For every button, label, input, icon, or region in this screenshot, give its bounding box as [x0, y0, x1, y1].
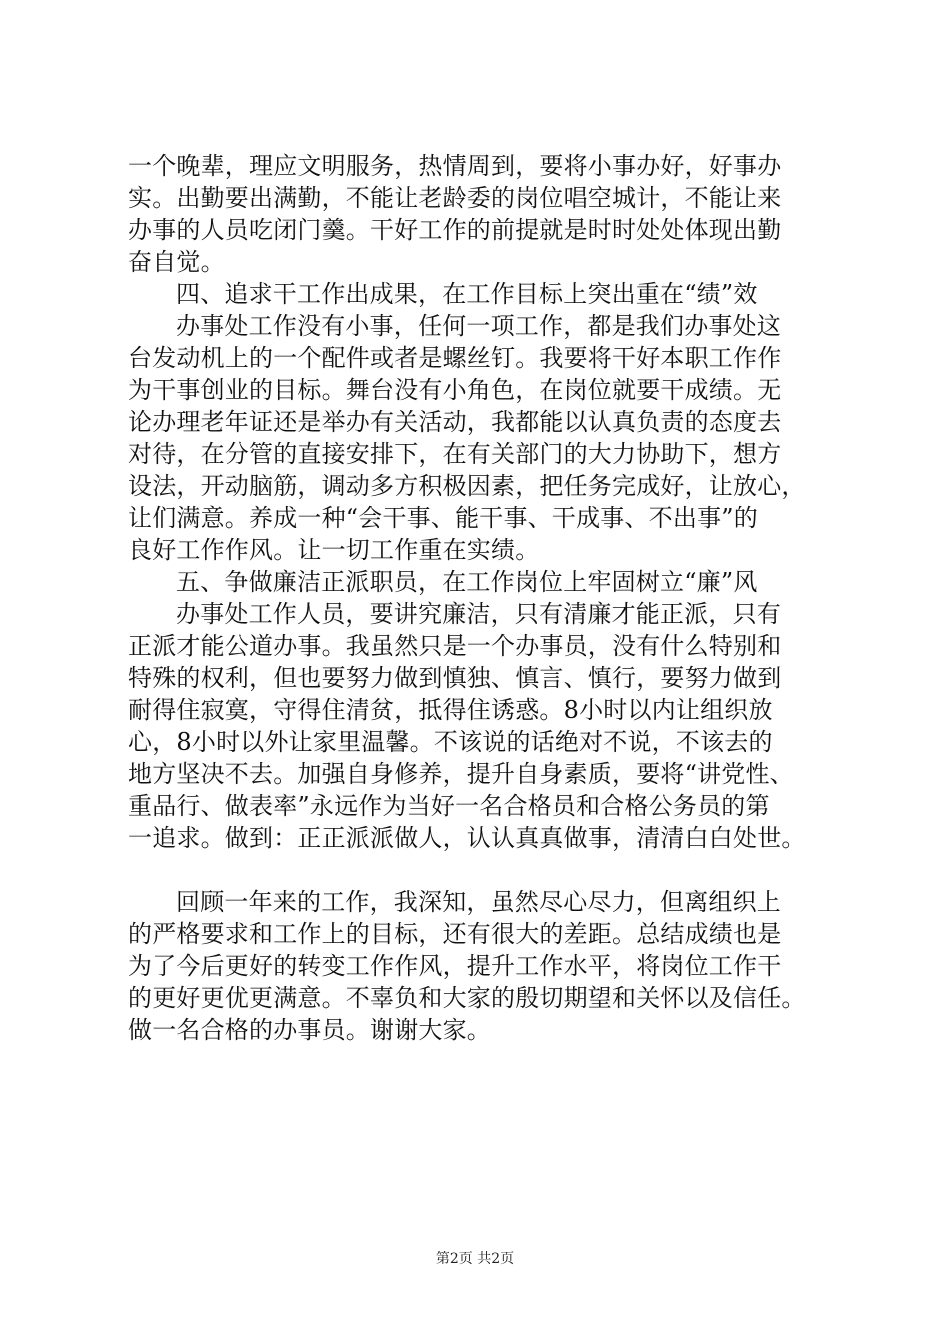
paragraph-line: 的严格要求和工作上的目标，还有很大的差距。总结成绩也是 — [128, 920, 782, 948]
document-body — [128, 150, 840, 1046]
paragraph-line: 设法，开动脑筋，调动多方积极因素，把任务完成好，让放心， — [128, 472, 806, 500]
paragraph-line: 为干事创业的目标。舞台没有小角色，在岗位就要干成绩。无 — [128, 376, 782, 404]
paragraph-line: 让们满意。养成一种“会干事、能干事、干成事、不出事”的 — [128, 504, 758, 532]
paragraph-line: 正派才能公道办事。我虽然只是一个办事员，没有什么特别和 — [128, 632, 782, 660]
paragraph-line: 奋自觉。 — [128, 248, 225, 276]
paragraph-line: 良好工作作风。让一切工作重在实绩。 — [128, 536, 540, 564]
paragraph-line: 特殊的权利，但也要努力做到慎独、慎言、慎行，要努力做到 — [128, 664, 782, 692]
paragraph-gap — [128, 854, 840, 886]
paragraph-line: 一追求。做到：正正派派做人，认认真真做事，清清白白处世。 — [128, 824, 806, 852]
paragraph-line: 办事的人员吃闭门羹。干好工作的前提就是时时处处体现出勤 — [128, 216, 782, 244]
paragraph-line: 一个晚辈，理应文明服务，热情周到，要将小事办好，好事办 — [128, 152, 782, 180]
section-heading-4: 四、追求干工作出成果，在工作目标上突出重在“绩”效 — [176, 280, 758, 308]
paragraph-line: 耐得住寂寞，守得住清贫，抵得住诱惑。8小时以内让组织放 — [128, 696, 773, 724]
paragraph-line: 台发动机上的一个配件或者是螺丝钉。我要将干好本职工作作 — [128, 344, 782, 372]
page-number-footer: 第2页 共2页 — [435, 1251, 515, 1267]
paragraph-line: 重品行、做表率”永远作为当好一名合格员和合格公务员的第 — [128, 792, 770, 820]
paragraph-line: 回顾一年来的工作，我深知，虽然尽心尽力，但离组织上 — [176, 888, 781, 916]
section-heading-5: 五、争做廉洁正派职员，在工作岗位上牢固树立“廉”风 — [176, 568, 758, 596]
paragraph-line: 对待，在分管的直接安排下，在有关部门的大力协助下，想方 — [128, 440, 782, 468]
paragraph-line: 论办理老年证还是举办有关活动，我都能以认真负责的态度去 — [128, 408, 782, 436]
paragraph-line: 做一名合格的办事员。谢谢大家。 — [128, 1016, 491, 1044]
paragraph-line: 心，8小时以外让家里温馨。不该说的话绝对不说，不该去的 — [128, 728, 773, 756]
paragraph-line: 地方坚决不去。加强自身修养，提升自身素质，要将“讲党性、 — [128, 760, 794, 788]
paragraph-line: 为了今后更好的转变工作作风，提升工作水平，将岗位工作干 — [128, 952, 782, 980]
paragraph-line: 办事处工作人员，要讲究廉洁，只有清廉才能正派，只有 — [176, 600, 781, 628]
paragraph-line: 实。出勤要出满勤，不能让老龄委的岗位唱空城计，不能让来 — [128, 184, 782, 212]
paragraph-line: 的更好更优更满意。不辜负和大家的殷切期望和关怀以及信任。 — [128, 984, 806, 1012]
paragraph-line: 办事处工作没有小事，任何一项工作，都是我们办事处这 — [176, 312, 781, 340]
